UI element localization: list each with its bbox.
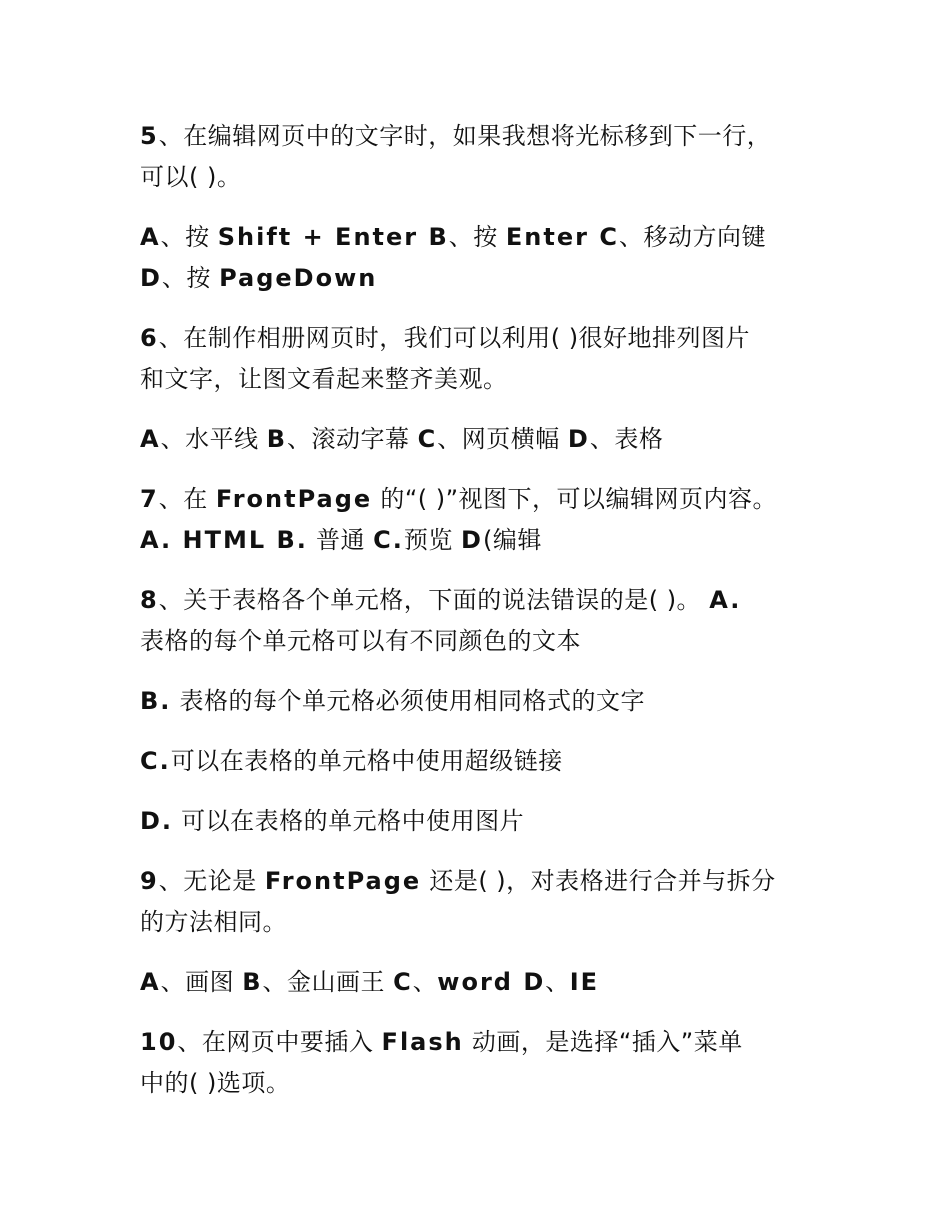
text-run: 10 <box>140 1028 178 1056</box>
text-line <box>140 479 835 520</box>
question-paragraph <box>140 580 835 662</box>
question-paragraph <box>140 861 835 943</box>
question-paragraph <box>140 681 835 722</box>
text-run: 、在编辑网页中的文字时，如果我想将光标移到下一行， <box>158 122 772 150</box>
text-run: C. <box>373 526 404 554</box>
text-line <box>140 520 835 561</box>
text-run: FrontPage <box>215 485 373 513</box>
text-run: Flash <box>381 1028 464 1056</box>
text-run: 普通 <box>307 526 374 554</box>
text-line <box>140 902 835 943</box>
text-run: Shift + Enter B <box>217 223 449 251</box>
text-line <box>140 1063 835 1104</box>
text-line <box>140 217 835 258</box>
text-run: 、无论是 <box>158 867 265 895</box>
text-line <box>140 116 835 157</box>
text-line <box>140 621 835 662</box>
text-run: 还是( )，对表格进行合并与拆分 <box>421 867 776 895</box>
text-run: 、在 <box>158 485 216 513</box>
text-run: 可以在表格的单元格中使用图片 <box>173 807 525 835</box>
text-run: B. <box>140 687 172 715</box>
text-run: 、按 <box>160 223 218 251</box>
text-run: 预览 <box>403 526 462 554</box>
question-paragraph <box>140 318 835 400</box>
text-run: 可以在表格的单元格中使用超级链接 <box>170 747 563 775</box>
text-run: Enter C <box>505 223 619 251</box>
text-run: C <box>393 968 413 996</box>
question-paragraph <box>140 479 835 561</box>
text-run: 、按 <box>161 264 220 292</box>
text-run: 动画，是选择“插入”菜单 <box>463 1028 743 1056</box>
text-line <box>140 681 835 722</box>
text-run: D <box>140 264 162 292</box>
question-paragraph <box>140 741 835 782</box>
question-paragraph <box>140 1022 835 1104</box>
text-run: A. HTML B. <box>140 526 308 554</box>
text-run: 6 <box>140 324 159 352</box>
text-run: C <box>417 425 438 453</box>
text-run: 可以( )。 <box>140 163 242 191</box>
answer-options <box>140 419 835 460</box>
text-run: 中的( )选项。 <box>140 1069 291 1097</box>
text-run: 8 <box>140 586 159 614</box>
text-run: 、水平线 <box>160 425 267 453</box>
text-line <box>140 359 835 400</box>
text-run: PageDown <box>219 264 378 292</box>
text-run: A <box>140 223 161 251</box>
text-run: 表格的每个单元格可以有不同颜色的文本 <box>140 627 581 655</box>
text-run: 、在网页中要插入 <box>177 1028 382 1056</box>
text-line <box>140 157 835 198</box>
text-run: 的方法相同。 <box>140 908 287 936</box>
answer-options <box>140 217 835 299</box>
text-run: 、 <box>412 968 438 996</box>
text-line <box>140 419 835 460</box>
text-run: 、滚动字幕 <box>287 425 418 453</box>
text-run: D <box>461 526 483 554</box>
question-paragraph <box>140 116 835 198</box>
text-run: A <box>140 425 161 453</box>
text-run: 和文字，让图文看起来整齐美观。 <box>140 365 508 393</box>
text-run: word D <box>437 968 546 996</box>
text-run: D <box>567 425 590 453</box>
text-run: 、移动方向键 <box>618 223 766 251</box>
text-line <box>140 801 835 842</box>
text-line <box>140 861 835 902</box>
text-run: C. <box>140 747 171 775</box>
text-run: 、关于表格各个单元格，下面的说法错误的是( )。 <box>158 586 710 614</box>
text-run: 、 <box>545 968 570 996</box>
text-line <box>140 962 835 1003</box>
text-run: 、画图 <box>160 968 243 996</box>
text-run: (编辑 <box>482 526 542 554</box>
text-run: B <box>266 425 288 453</box>
text-run: 、网页横幅 <box>437 425 568 453</box>
answer-options <box>140 962 835 1003</box>
text-run: 表格的每个单元格必须使用相同格式的文字 <box>171 687 646 715</box>
text-run: 5 <box>140 122 159 150</box>
text-run: B <box>242 968 263 996</box>
text-line <box>140 741 835 782</box>
text-run: 9 <box>140 867 159 895</box>
document-body <box>140 116 835 1123</box>
text-line <box>140 318 835 359</box>
text-run: 、在制作相册网页时，我们可以利用( )很好地排列图片 <box>158 324 751 352</box>
text-run: D. <box>140 807 174 835</box>
text-run: FrontPage <box>264 867 422 895</box>
text-run: A <box>140 968 161 996</box>
text-run: 、表格 <box>589 425 664 453</box>
question-paragraph <box>140 801 835 842</box>
text-run: A. <box>709 586 742 614</box>
text-run: 、按 <box>448 223 506 251</box>
text-run: 、金山画王 <box>262 968 394 996</box>
text-line <box>140 580 835 621</box>
text-run: IE <box>569 968 600 996</box>
text-run: 的“( )”视图下，可以编辑网页内容。 <box>372 485 778 513</box>
text-line <box>140 1022 835 1063</box>
text-line <box>140 258 835 299</box>
text-run: 7 <box>140 485 159 513</box>
